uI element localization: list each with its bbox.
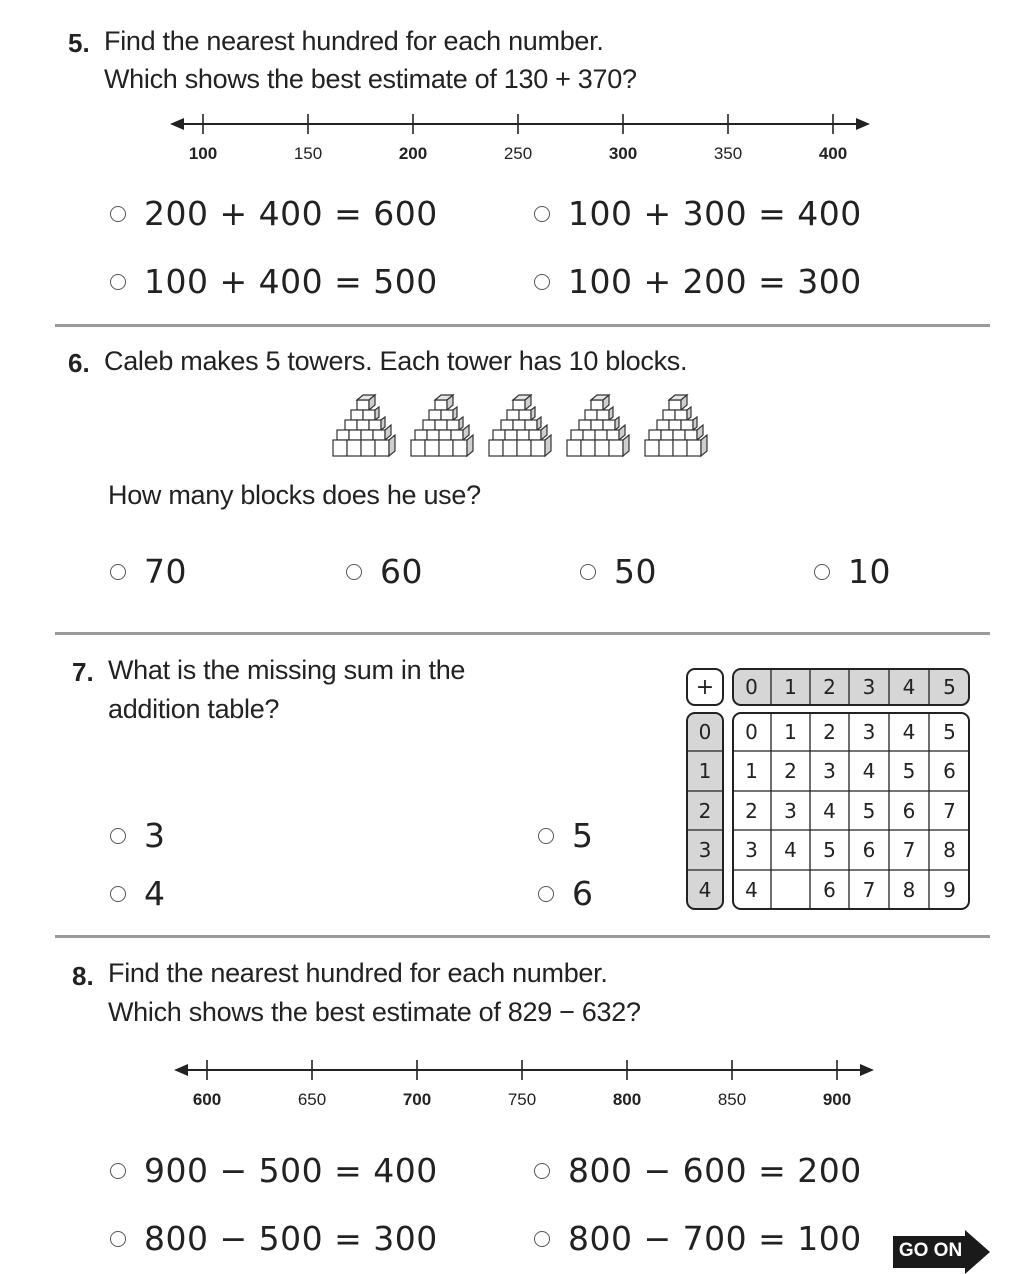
q5-tick-label: 100 <box>188 144 218 163</box>
answer-bubble-icon[interactable] <box>534 1231 550 1247</box>
column-header-cell: 0 <box>745 675 758 699</box>
tower-icon <box>489 395 551 456</box>
table-cell: 6 <box>902 798 916 823</box>
column-header-cell: 4 <box>902 675 916 699</box>
q6-option-c-text: 50 <box>614 552 657 591</box>
q5-prompt: Find the nearest hundred for each number. <box>104 26 604 56</box>
table-cell <box>771 870 810 910</box>
answer-bubble-icon[interactable] <box>814 564 830 580</box>
answer-bubble-icon[interactable] <box>534 1163 550 1179</box>
q8-tick-label: 750 <box>507 1090 537 1109</box>
table-cell: 2 <box>784 759 797 783</box>
answer-bubble-icon[interactable] <box>534 274 550 290</box>
q6-option-b[interactable] <box>346 552 423 591</box>
q8-tick-label: 800 <box>612 1090 642 1109</box>
block-towers-illustration <box>330 392 715 462</box>
table-cell: 8 <box>902 878 916 902</box>
q8-prompt: Find the nearest hundred for each number. <box>108 958 608 988</box>
q8-option-a[interactable] <box>110 1151 438 1190</box>
table-cell: 3 <box>862 719 876 744</box>
tower-icon <box>645 395 707 456</box>
q6-option-d-text: 10 <box>848 552 891 591</box>
q5-option-a-text: 200 + 400 = 600 <box>144 194 438 233</box>
table-cell: 2 <box>823 719 836 744</box>
tower-icon <box>411 395 473 456</box>
row-header-cell: 3 <box>698 838 712 862</box>
q7-option-d[interactable] <box>538 874 594 913</box>
q7-number: 7. <box>72 657 94 687</box>
table-cell: 6 <box>862 838 876 862</box>
q7-option-b-text: 5 <box>572 816 594 855</box>
q7-option-b[interactable] <box>538 816 594 855</box>
q8-tick-label: 650 <box>297 1090 327 1109</box>
q5-option-c[interactable] <box>110 262 438 301</box>
q5-option-d-text: 100 + 200 = 300 <box>568 262 862 301</box>
q7-prompt-cont: addition table? <box>108 694 280 724</box>
q5-option-b[interactable] <box>534 194 862 233</box>
table-cell: 5 <box>902 759 916 783</box>
table-cell: 3 <box>823 759 836 783</box>
q7-option-a[interactable] <box>110 816 166 855</box>
q5-option-c-text: 100 + 400 = 500 <box>144 262 438 301</box>
q5-number-line-axis <box>168 108 878 138</box>
q8-option-b[interactable] <box>534 1151 862 1190</box>
table-cell: 3 <box>784 798 797 823</box>
table-cell: 3 <box>745 838 758 862</box>
table-cell: 5 <box>862 798 876 823</box>
q6-option-d[interactable] <box>814 552 891 591</box>
answer-bubble-icon[interactable] <box>346 564 362 580</box>
tower-icon <box>333 395 395 456</box>
q8-option-b-text: 800 − 600 = 200 <box>568 1151 862 1190</box>
q8-question: Which shows the best estimate of 829 − 632? <box>108 997 641 1027</box>
q7-option-c[interactable] <box>110 874 166 913</box>
q8-number-line <box>172 1054 882 1116</box>
q8-option-d-text: 800 − 700 = 100 <box>568 1219 862 1258</box>
q5-tick-label: 350 <box>713 144 743 163</box>
table-cell: 7 <box>943 798 956 823</box>
addition-table <box>684 666 974 914</box>
q5-tick-label: 250 <box>503 144 533 163</box>
section-divider <box>55 324 990 327</box>
column-header-cell: 3 <box>862 675 876 699</box>
q8-option-c-text: 800 − 500 = 300 <box>144 1219 438 1258</box>
answer-bubble-icon[interactable] <box>110 1163 126 1179</box>
table-cell: 2 <box>745 798 758 823</box>
q7-option-c-text: 4 <box>144 874 166 913</box>
tower-icon <box>567 395 629 456</box>
table-cell: 6 <box>943 759 956 783</box>
answer-bubble-icon[interactable] <box>110 274 126 290</box>
section-divider <box>55 632 990 635</box>
column-header-cell: 2 <box>823 675 836 699</box>
q8-option-c[interactable] <box>110 1219 438 1258</box>
table-cell: 7 <box>902 838 916 862</box>
q8-number: 8. <box>72 961 94 991</box>
section-divider <box>55 935 990 938</box>
q5-number-line <box>168 108 878 170</box>
answer-bubble-icon[interactable] <box>110 206 126 222</box>
q5-question: Which shows the best estimate of 130 + 370? <box>104 64 637 94</box>
row-header-cell: 1 <box>698 759 712 783</box>
answer-bubble-icon[interactable] <box>110 1231 126 1247</box>
table-cell: 4 <box>862 759 876 783</box>
q6-number: 6. <box>68 348 90 378</box>
q5-option-d[interactable] <box>534 262 862 301</box>
q8-option-d[interactable] <box>534 1219 862 1258</box>
table-cell: 5 <box>823 838 836 862</box>
table-cell: 1 <box>784 719 797 744</box>
q6-option-b-text: 60 <box>380 552 423 591</box>
row-header-cell: 4 <box>698 878 712 902</box>
row-header-cell: 2 <box>698 798 712 823</box>
answer-bubble-icon[interactable] <box>110 564 126 580</box>
q6-option-a[interactable] <box>110 552 187 591</box>
go-on-label: GO ON <box>898 1240 963 1261</box>
table-cell: 4 <box>823 798 836 823</box>
q7-option-a-text: 3 <box>144 816 166 855</box>
q5-tick-label: 200 <box>398 144 428 163</box>
table-cell: 4 <box>745 878 758 902</box>
answer-bubble-icon[interactable] <box>534 206 550 222</box>
q6-prompt: Caleb makes 5 towers. Each tower has 10 blocks. <box>104 346 688 376</box>
q8-number-line-axis <box>172 1054 882 1084</box>
q6-option-a-text: 70 <box>144 552 187 591</box>
q8-tick-label: 850 <box>717 1090 747 1109</box>
q5-option-b-text: 100 + 300 = 400 <box>568 194 862 233</box>
q8-tick-label: 700 <box>402 1090 432 1109</box>
table-cell: 1 <box>745 759 758 783</box>
answer-bubble-icon[interactable] <box>538 828 554 844</box>
table-cell: 6 <box>823 878 836 902</box>
table-cell: 4 <box>902 719 916 744</box>
column-header-cell: 1 <box>784 675 797 699</box>
table-cell: 8 <box>943 838 956 862</box>
answer-bubble-icon[interactable] <box>538 886 554 902</box>
q5-number: 5. <box>68 28 90 58</box>
q6-option-c[interactable] <box>580 552 657 591</box>
plus-sign-icon: + <box>695 674 715 700</box>
q6-question: How many blocks does he use? <box>108 480 481 510</box>
q5-option-a[interactable] <box>110 194 438 233</box>
answer-bubble-icon[interactable] <box>110 828 126 844</box>
q5-tick-label: 300 <box>608 144 638 163</box>
q8-option-a-text: 900 − 500 = 400 <box>144 1151 438 1190</box>
table-cell: 0 <box>745 719 758 744</box>
go-on-arrow <box>893 1230 991 1274</box>
q7-prompt: What is the missing sum in the <box>108 655 466 685</box>
table-cell: 9 <box>943 878 956 902</box>
q5-tick-label: 400 <box>818 144 848 163</box>
column-header-cell: 5 <box>943 675 956 699</box>
answer-bubble-icon[interactable] <box>110 886 126 902</box>
table-cell: 7 <box>862 878 876 902</box>
q7-option-d-text: 6 <box>572 874 594 913</box>
answer-bubble-icon[interactable] <box>580 564 596 580</box>
table-cell: 5 <box>943 719 956 744</box>
row-header-cell: 0 <box>698 719 712 744</box>
q5-tick-label: 150 <box>293 144 323 163</box>
q8-tick-label: 900 <box>822 1090 852 1109</box>
q8-tick-label: 600 <box>192 1090 222 1109</box>
table-cell: 4 <box>784 838 797 862</box>
